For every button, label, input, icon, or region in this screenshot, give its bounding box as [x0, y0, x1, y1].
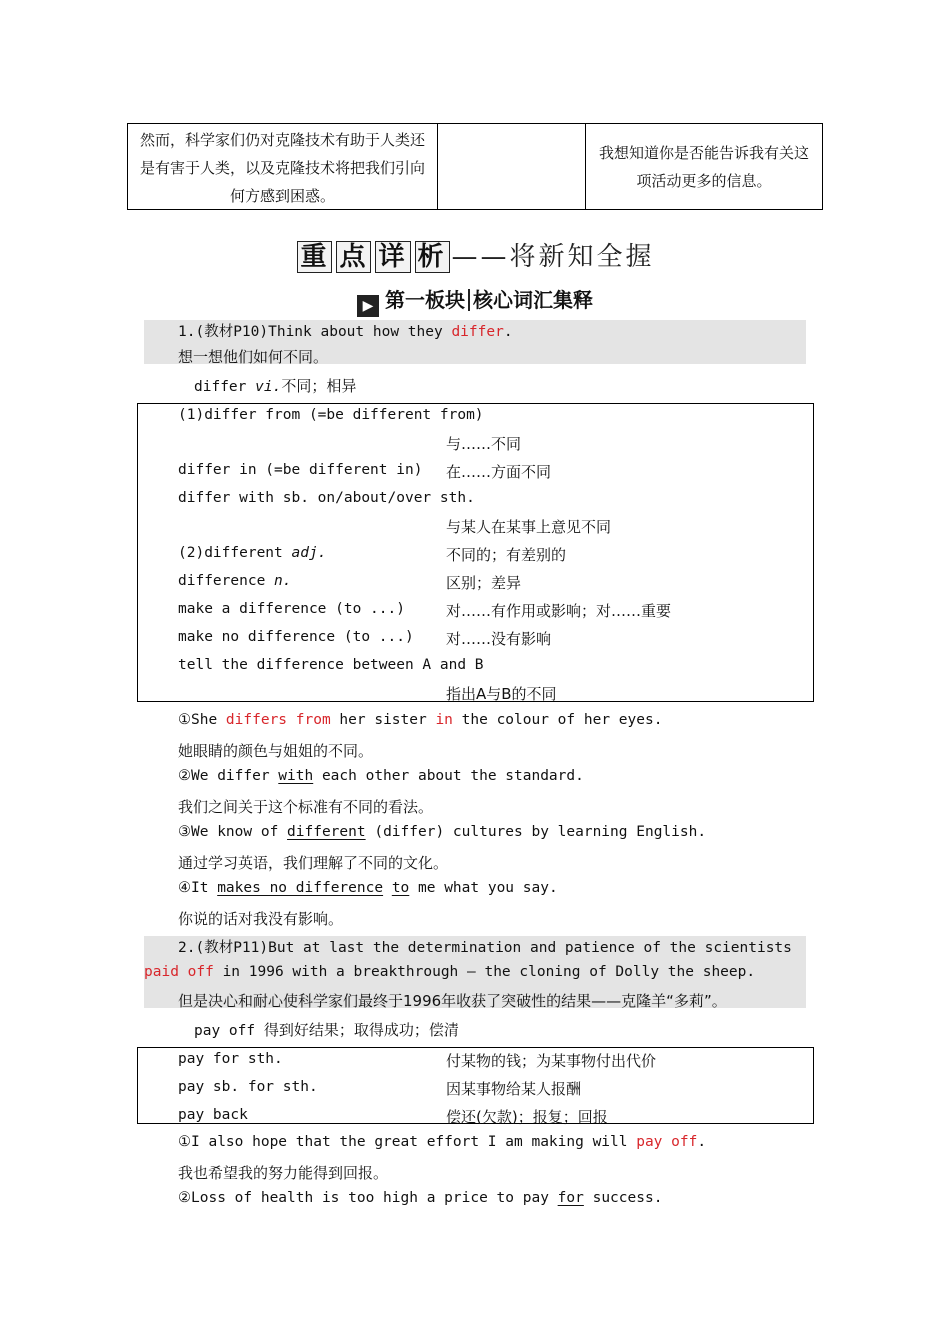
usage-row: differ in (=be different in)	[178, 462, 423, 478]
table-cell-chinese-sentence: 然而，科学家们仍对克隆技术有助于人类还是有害于人类，以及克隆技术将把我们引向何方感到困惑。	[128, 124, 438, 209]
usage-meaning: 在……方面不同	[446, 463, 552, 481]
usage-row: differ with sb. on/about/over sth.	[178, 490, 475, 506]
usage-meaning: 因某事物给某人报酬	[446, 1080, 582, 1098]
usage-row: pay sb. for sth.	[178, 1079, 318, 1095]
usage-row: pay back	[178, 1107, 248, 1123]
usage-meaning: 不同的；有差别的	[446, 546, 567, 564]
table-cell-empty	[438, 124, 586, 209]
usage-meaning: 指出A与B的不同	[446, 685, 557, 703]
item2-translation: 但是决心和耐心使科学家们最终于1996年收获了突破性的结果——克隆羊“多莉”。	[178, 992, 727, 1010]
usage-meaning: 对……没有影响	[446, 630, 552, 648]
usage-row: difference n.	[178, 573, 292, 589]
item1-translation: 想一想他们如何不同。	[178, 348, 329, 366]
table-cell-chinese-question: 我想知道你是否能告诉我有关这项活动更多的信息。	[598, 143, 809, 190]
subsection-title	[0, 284, 950, 317]
usage-meaning: 付某物的钱；为某事物付出代价	[446, 1052, 657, 1070]
usage-row: (2)different adj.	[178, 545, 327, 561]
item2-sentence: 2.(教材P11)But at last the determination and patience of the scientists	[178, 940, 792, 956]
usage-meaning: 与……不同	[446, 435, 522, 453]
translation-table	[127, 123, 823, 210]
subtitle-part-b: 核心词汇集释	[473, 288, 593, 312]
title-rest: ——将新知全握	[451, 242, 655, 272]
usage-row: tell the difference between A and B	[178, 657, 484, 673]
example-sentence: ①I also hope that the great effort I am making will pay off.	[178, 1134, 707, 1150]
example-sentence: ②Loss of health is too high a price to pay for success.	[178, 1190, 663, 1206]
example-translation: 她眼睛的颜色与姐姐的不同。	[178, 742, 374, 760]
usage-row: pay for sth.	[178, 1051, 283, 1067]
usage-row: make no difference (to ...)	[178, 629, 414, 645]
title-char: 重	[297, 241, 332, 273]
title-char: 点	[336, 241, 371, 273]
example-translation: 我们之间关于这个标准有不同的看法。	[178, 798, 434, 816]
usage-box	[137, 403, 814, 702]
example-sentence: ②We differ with each other about the standard.	[178, 768, 584, 784]
play-icon: ▶	[357, 295, 379, 317]
item1-sentence: 1.(教材P10)Think about how they differ.	[178, 324, 513, 340]
usage-meaning: 与某人在某事上意见不同	[446, 518, 612, 536]
item2-sentence-cont: paid off in 1996 with a breakthrough — the cloning of Dolly the sheep.	[144, 964, 756, 980]
title-char: 详	[375, 241, 410, 273]
divider	[468, 289, 470, 311]
usage-meaning: 对……有作用或影响；对……重要	[446, 602, 672, 620]
example-sentence: ④It makes no difference to me what you say.	[178, 880, 558, 896]
subtitle-part-a: 第一板块	[385, 288, 465, 312]
section-title	[0, 236, 950, 273]
item1-headword: differ vi.不同；相异	[194, 377, 357, 395]
example-translation: 我也希望我的努力能得到回报。	[178, 1164, 389, 1182]
usage-row: (1)differ from (=be different from)	[178, 407, 484, 423]
usage-meaning: 偿还(欠款)；报复；回报	[446, 1108, 608, 1126]
example-translation: 你说的话对我没有影响。	[178, 910, 344, 928]
item2-headword: pay off 得到好结果；取得成功；偿清	[194, 1021, 459, 1039]
usage-box	[137, 1047, 814, 1124]
usage-meaning: 区别；差异	[446, 574, 522, 592]
usage-row: make a difference (to ...)	[178, 601, 405, 617]
title-char: 析	[415, 241, 450, 273]
example-translation: 通过学习英语，我们理解了不同的文化。	[178, 854, 449, 872]
example-sentence: ①She differs from her sister in the colour of her eyes.	[178, 712, 663, 728]
example-sentence: ③We know of different (differ) cultures by learning English.	[178, 824, 707, 840]
